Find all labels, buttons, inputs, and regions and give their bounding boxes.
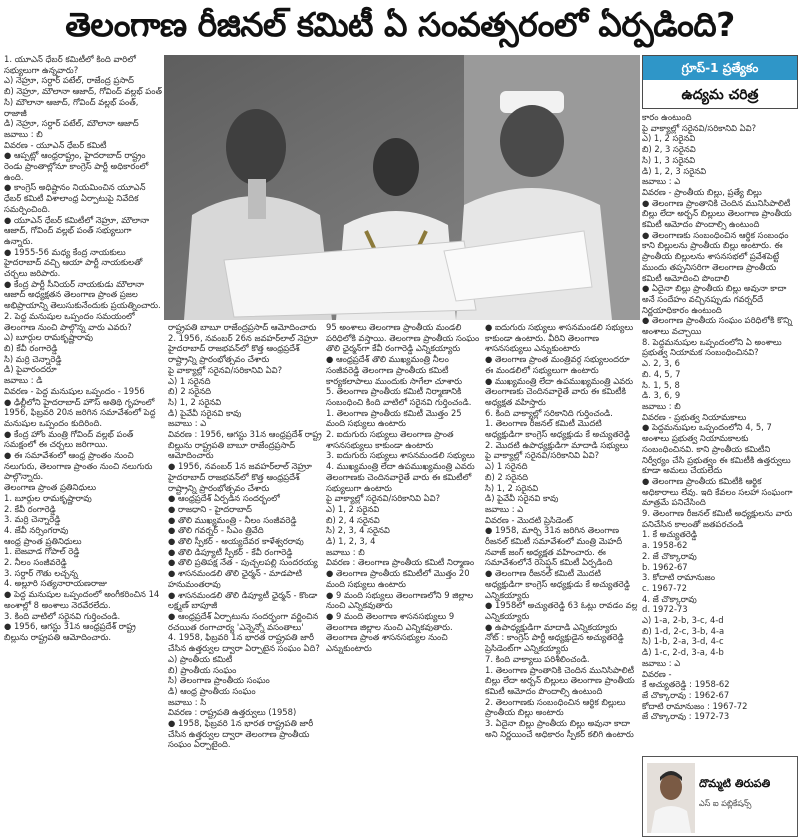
author-avatar [647,763,695,833]
author-box [642,756,798,837]
article-column-right: కారం ఉంటుంది పై వాక్యాల్లో సరైనవి/సరికానివి ఏవి? ఎ) 1, 2 సరైనవి బి) 2, 3 సరైనవి సి) 1, 3 సరైనవి డి) 1, 2, 3 సరైనవి జవాబు : ఎ వివరణ - ప్రాంతీయ బిల్లు, ప్రత్యే బిల్లు ● తెలంగాణ ప్రాంతానికి చెందిన మునిసిపాలిటీ బిల్లు లేదా అర్బన్ బిల్లులు తెలంగాణ ప్రాంతీయ కమిటీ ఆమోదం పొందాల్సి ఉంటుంది ● తెలంగాణకు సంబంధించిన ఆర్థిక సంబంధం కాని బిల్లులను ప్రాంతీయ బిల్లు అంటారు. ఈ ప్రాంతీయ బిల్లులను శాసనసభలో ప్రవేశపెట్టే ముందు తప్పనిసరిగా తెలంగాణ ప్రాంతీయ కమిటీ ఆమోదించి పొందాలి ● ఏదైనా బిల్లు ప్రాంతీయ బిల్లు అవునా కాదా అనే సందేహం వచ్చినప్పుడు గవర్నర్‌దే నిర్ణయాధికారం ఉంటుంది ● తెలంగాణ ప్రాంతీయ సంఘం పరిధిలోకి కొన్ని అంశాలు వచ్చాయి 8. పెద్దమనుషుల ఒప్పందంలోని ఏ అంశాలు ప్రభుత్వ నియామక సంబంధించినవి? ఎ. 2, 3, 6 బి. 4, 5, 7 సి. 1, 5, 8 డి. 3, 6, 9 జవాబు : బి వివరణ - ప్రభుత్వ నియామకాలు ● పెద్దమనుషుల ఒప్పందంలోని 4, 5, 7 అంశాలు ప్రభుత్వ నియామకాలకు సంబంధించినవి. కాని ప్రాంతీయ కమిటీని నిర్వీర్యం చేసి ప్రభుత్వం ఈ కమిటీకి ఉత్తర్వులు కూడా అమలు చేయలేదు ● తెలంగాణ ప్రాంతీయ కమిటీకి ఆర్థిక అధికారాలు లేవు. ఇది కేవలం సలహా సంఘంగా మాత్రమే పనిచేసింది 9. తెలంగాణ రీజనల్ కమిటీ అధ్యక్షులను వారు పనిచేసిన కాలంతో జతపరచండి 1. కే అచ్యుతరెడ్డి a. 1958-62 2. జే చొక్కారావు b. 1962-67 3. కోదాటి రామానుజం c. 1967-72 4. జే చొక్కారావు d. 1972-73 ఎ) 1-a, 2-b, 3-c, 4-d బి) 1-d, 2-c, 3-b, 4-a సి) 1-b, 2-a, 3-d, 4-c డి) 1-c, 2-d, 3-a, 4-b జవాబు : ఎ వివరణ - కే అచ్యుతరెడ్డి : 1958-62 జే చొక్కారావు : 1962-67 కోదాటి రామానుజం : 1967-72 జే చొక్కారావు : 1972-73 [642,112,793,722]
article-column-mid-3: ● ఐదుగురు సభ్యులు శాసనమండలి సభ్యులు కాకుండా ఉంటారు. వీరిని తెలంగాణ శాసనసభ్యులు ఎన్నుకుంటారు ● తెలంగాణ ప్రాంత మంత్రివర్గ సభ్యులందరూ ఈ మండలిలో సభ్యులుగా ఉంటారు ● ముఖ్యమంత్రి లేదా ఉపముఖ్యమంత్రి ఎవరు తెలంగాణకు చెందినవారైతే వారు ఈ కమిటీకి అధ్యక్షత వహిస్తారు 6. కింది వాక్యాల్లో సరికానిది గుర్తించండి. 1. తెలంగాణ రీజనల్ కమిటీ మొదటి అధ్యక్షుడిగా కాంగ్రెస్ అధ్యక్షుడు కే అచ్యుతరెడ్డి 2. మొదటి ఉపాధ్యక్షుడిగా మాదాడి సభ్యులు పై వాక్యాల్లో సరైనవి/సరికానివి ఏవి? ఎ) 1 సరైనది బి) 2 సరైనది సి) 1, 2 సరైనవి డి) పైవేవీ సరైనవి కావు జవాబు : ఎ వివరణ - మొదటి ప్రెసిడెంట్ ● 1958, మార్చి 31న జరిగిన తెలంగాణ రీజనల్ కమిటీ సమావేశంలో మంత్రి మెహదీ నవాజ్ జంగ్ అధ్యక్షత వహించారు. ఈ సమావేశంలోనే రెసెప్షన్ కమిటీ ఏర్పడింది ● తెలంగాణ రీజనల్ కమిటీ మొదటి అధ్యక్షుడిగా కాంగ్రెస్ అధ్యక్షుడు కే అచ్యుతరెడ్డి ఎన్నికయ్యారు ● 1958లో అచ్యుతరెడ్డి 63 ఓట్లు రావడం వల్ల ఎన్నికయ్యారు ● ఉపాధ్యక్షుడిగా మాదాడి ఎన్నికయ్యారు నోట్ : కాంగ్రెస్ పార్టీ అధ్యక్షుడైన అచ్యుతరెడ్డి ప్రెసిడెంట్‌గా ఎన్నికయ్యారు 7. కింది వాక్యాలు పరిశీలించండి. 1. తెలంగాణ ప్రాంతానికి చెందిన మునిసిపాలిటీ బిల్లు లేదా అర్బన్ బిల్లులు తెలంగాణ ప్రాంతీయ కమిటీ ఆమోదం పొందాల్సి ఉంటుంది 2. తెలంగాణకు సంబంధించిన ఆర్థిక బిల్లులు ప్రాంతీయ బిల్లు అంటారు 3. ఏదైనా బిల్లు ప్రాంతీయ బిల్లు అవునా కాదా అని నిర్ణయించే అధికారం స్పీకర్ కలిగి ఉంటారు [485,322,638,739]
historical-photo [164,55,640,320]
author-avatar-icon [647,763,695,833]
section-tag [642,55,798,109]
author-name: దొమ్మటి తిరుపతి [699,777,771,790]
section-tag-subtitle: ఉద్యమ చరిత్ర [681,87,759,103]
article-column-mid-2: 95 అంశాలు తెలంగాణ ప్రాంతీయ మండలి పరిధిలోకి వస్తాయి. తెలంగాణ ప్రాంతీయ సంఘం తొలి ఛైర్మన్‌గా కేవీ రంగారెడ్డి ఎన్నికయ్యారు ● ఆంధ్రప్రదేశ్ తొలి ముఖ్యమంత్రి నీలం సంజీవరెడ్డి తెలంగాణ ప్రాంతీయ కమిటీ కార్యకలాపాలు ముందుకు సాగేలా చూశారు 5. తెలంగాణ ప్రాంతీయ కమిటీ నిర్మాణానికి సంబంధించి కింది వాటిలో సరైనవి గుర్తించండి. 1. తెలంగాణ ప్రాంతీయ కమిటీ మొత్తం 25 మంది సభ్యులు ఉంటారు 2. ఐదుగురు సభ్యులు తెలంగాణ ప్రాంత శాసనసభ్యులు కాకుండా ఉంటారు 3. ఐదుగురు సభ్యులు శాసనమండలి సభ్యులు 4. ముఖ్యమంత్రి లేదా ఉపముఖ్యమంత్రి ఎవరు తెలంగాణకు చెందినవారైతే వారు ఈ కమిటీలో సభ్యులుగా ఉంటారు పై వాక్యాల్లో సరైనవి/సరికానివి ఏవి? ఎ) 1, 2 సరైనవి బి) 2, 4 సరైనవి సి) 2, 3, 4 సరైనవి డి) 1, 2, 3, 4 జవాబు : బి వివరణ : తెలంగాణ ప్రాంతీయ కమిటీ నిర్మాణం ● తెలంగాణ ప్రాంతీయ కమిటీలో మొత్తం 20 మంది సభ్యులు ఉంటారు ● 9 మంది సభ్యులు తెలంగాణలోని 9 జిల్లాల నుంచి ఎన్నికవుతారు ● 9 మంది తెలంగాణ శాసనసభ్యులు 9 తెలంగాణ జిల్లాల నుంచి ఎన్నికవుతారు. తెలంగాణ ప్రాంత శాసనసభ్యుల నుంచి ఎన్నుకుంటారు [326,322,480,654]
author-role: ఎస్ ఐ పబ్లికేషన్స్ [699,799,752,808]
article-column-mid-1: రాష్ట్రపతి బాబూ రాజేంద్రప్రసాద్ ఆమోదించారు 2. 1956, నవంబర్ 26న జవహర్‌లాల్ నెహ్రూ హైదరాబాద్ రాజభవన్‌లో కొత్త ఆంధ్రప్రదేశ్ రాష్ట్రాన్ని ప్రారంభోత్సవం చేశారు పై వాక్యాల్లో సరైనవి/సరికానివి ఏవి? ఎ) 1 సరైనది బి) 2 సరైనది సి) 1, 2 సరైనవి డి) పైవేవీ సరైనవి కావు జవాబు : ఎ వివరణ : 1956, ఆగస్టు 31న ఆంధ్రప్రదేశ్ రాష్ట్ర బిల్లును రాష్ట్రపతి బాబూ రాజేంద్రప్రసాద్ ఆమోదించారు ● 1956, నవంబర్ 1న జవహర్‌లాల్ నెహ్రూ హైదరాబాద్ రాజభవన్‌లో కొత్త ఆంధ్రప్రదేశ్ రాష్ట్రాన్ని ప్రారంభోత్సవం చేశారు ● ఆంధ్రప్రదేశ్ ఏర్పడిన సందర్భంలో ● రాజధాని - హైదరాబాద్ ● తొలి ముఖ్యమంత్రి - నీలం సంజీవరెడ్డి ● తొలి గవర్నర్ - సీఎం త్రివేది ● తొలి స్పీకర్ - అయ్యదేవర కాళేశ్వరరావు ● తొలి డిప్యూటీ స్పీకర్ - కేవీ రంగారెడ్డి ● తొలి ప్రతిపక్ష నేత - పుచ్చలపల్లి సుందరయ్య ● శాసనమండలి తొలి ఛైర్మన్ - మాడపాటి హనుమంతరావు ● శాసనమండలి తొలి డిప్యూటీ ఛైర్మన్ - కొండా లక్ష్మణ్ బాపూజీ ● ఆంధ్రప్రదేశ్ ఏర్పాటును సందర్భంగా వర్ణించిన రచయిత రంగాచార్య 'ఎన్నెన్నో వసంతాలు' 4. 1958, ఫిబ్రవరి 1న భారత రాష్ట్రపతి జారీ చేసిన ఉత్తర్వుల ద్వారా ఏర్పాటైన సంఘం ఏది? ఎ) ప్రాంతీయ కమిటీ బి) ప్రాంతీయ సంఘం సి) తెలంగాణ ప్రాంతీయ సంఘం డి) ఆంధ్ర ప్రాంతీయ సంఘం జవాబు : సి వివరణ : రాష్ట్రపతి ఉత్తర్వులు (1958) ● 1958, ఫిబ్రవరి 1న భారత రాష్ట్రపతి జారీ చేసిన ఉత్తర్వుల ద్వారా తెలంగాణ ప్రాంతీయ సంఘం ఏర్పాటైంది. [168,322,322,750]
article-column-left: 1. యూఎన్ ధేబర్ కమిటీలో కింది వారిలో సభ్యులుగా ఉన్నవారు? ఎ) నెహ్రూ, సర్దార్ పటేల్, రాజేంద్ర ప్రసాద్ బి) నెహ్రూ, మౌలానా ఆజాద్, గోవింద్ వల్లభ్ పంత్ సి) మౌలానా ఆజాద్, గోవింద్ వల్లభ్ పంత్, రాజాజీ డి) నెహ్రూ, సర్దార్ పటేల్, మౌలానా ఆజాద్ జవాబు : బి వివరణ - యూఎన్ ధేబర్ కమిటీ ● ఆప్పట్లో ఆంధ్రరాష్ట్రం, హైదరాబాద్ రాష్ట్రం రెండు ప్రాంతాల్లోనూ కాంగ్రెస్ పార్టీ అధికారంలో ఉంది. ● కాంగ్రెస్ అధిష్టానం నియమించిన యూఎన్ ధేబర్ కమిటీ విశాలాంధ్ర ఏర్పాటుపై నివేదిక సమర్పించింది. ● యూఎన్ ధేబర్ కమిటీలో నెహ్రూ, మౌలానా ఆజాద్, గోవింద్ వల్లభ్ పంత్ సభ్యులుగా ఉన్నారు. ● 1955-56 మధ్య కేంద్ర నాయకులు హైదరాబాద్ వచ్చి ఆయా పార్టీ నాయకులతో చర్చలు జరిపారు. ● కేంద్ర పార్టీ సీనియర్ నాయకుడు మౌలానా ఆజాద్ అధ్యక్షతన తెలంగాణ ప్రాంత ప్రజల అభిప్రాయాన్ని తెలుసుకునేందుకు ప్రయత్నించారు. 2. పెద్ద మనుషుల ఒప్పందం సమయంలో తెలంగాణ నుంచి పాల్గొన్న వారు ఎవరు? ఎ) బూర్గుల రామకృష్ణారావు బి) కేవీ రంగారెడ్డి సి) మర్రి చెన్నారెడ్డి డి) పైవారందరూ జవాబు : డి వివరణ - పెద్ద మనుషుల ఒప్పందం - 1956 ● ఢిల్లీలోని హైదరాబాద్ హౌస్ అతిథి గృహంలో 1956, ఫిబ్రవరి 20న జరిగిన సమావేశంలో పెద్ద మనుషుల ఒప్పందం కుదిరింది. ● కేంద్ర హోం మంత్రి గోవింద్ వల్లభ్ పంత్ సమక్షంలో ఈ చర్చలు జరిగాయి. ● ఈ సమావేశంలో ఆంధ్ర ప్రాంతం నుంచి నలుగురు, తెలంగాణ ప్రాంతం నుంచి నలుగురు పాల్గొన్నారు. తెలంగాణ ప్రాంత ప్రతినిధులు 1. బూర్గుల రామకృష్ణారావు 2. కేవీ రంగారెడ్డి 3. మర్రి చెన్నారెడ్డి 4. జేవీ నర్సింగరావు ఆంధ్ర ప్రాంత ప్రతినిధులు 1. బెజవాడ గోపాల్ రెడ్డి 2. నీలం సంజీవరెడ్డి 3. సర్దార్ గౌతు లచ్చన్న 4. అల్లూరి సత్యనారాయణరాజు ● పెద్ద మనుషుల ఒప్పందంలో అంగీకరించిన 14 అంశాల్లో 8 అంశాలు నెరవేరలేదు. 3. కింది వాటిలో సరైనవి గుర్తించండి. ● 1956, ఆగస్టు 31న ఆంధ్రప్రదేశ్ రాష్ట్ర బిల్లును రాష్ట్రపతి ఆమోదించారు. [4,54,162,642]
section-tag-title: గ్రూప్-1 ప్రత్యేకం [643,56,797,80]
photo-illustration [164,55,640,320]
headline: తెలంగాణ రీజినల్ కమిటీ ఏ సంవత్సరంలో ఏర్పడింది? [65,5,735,44]
